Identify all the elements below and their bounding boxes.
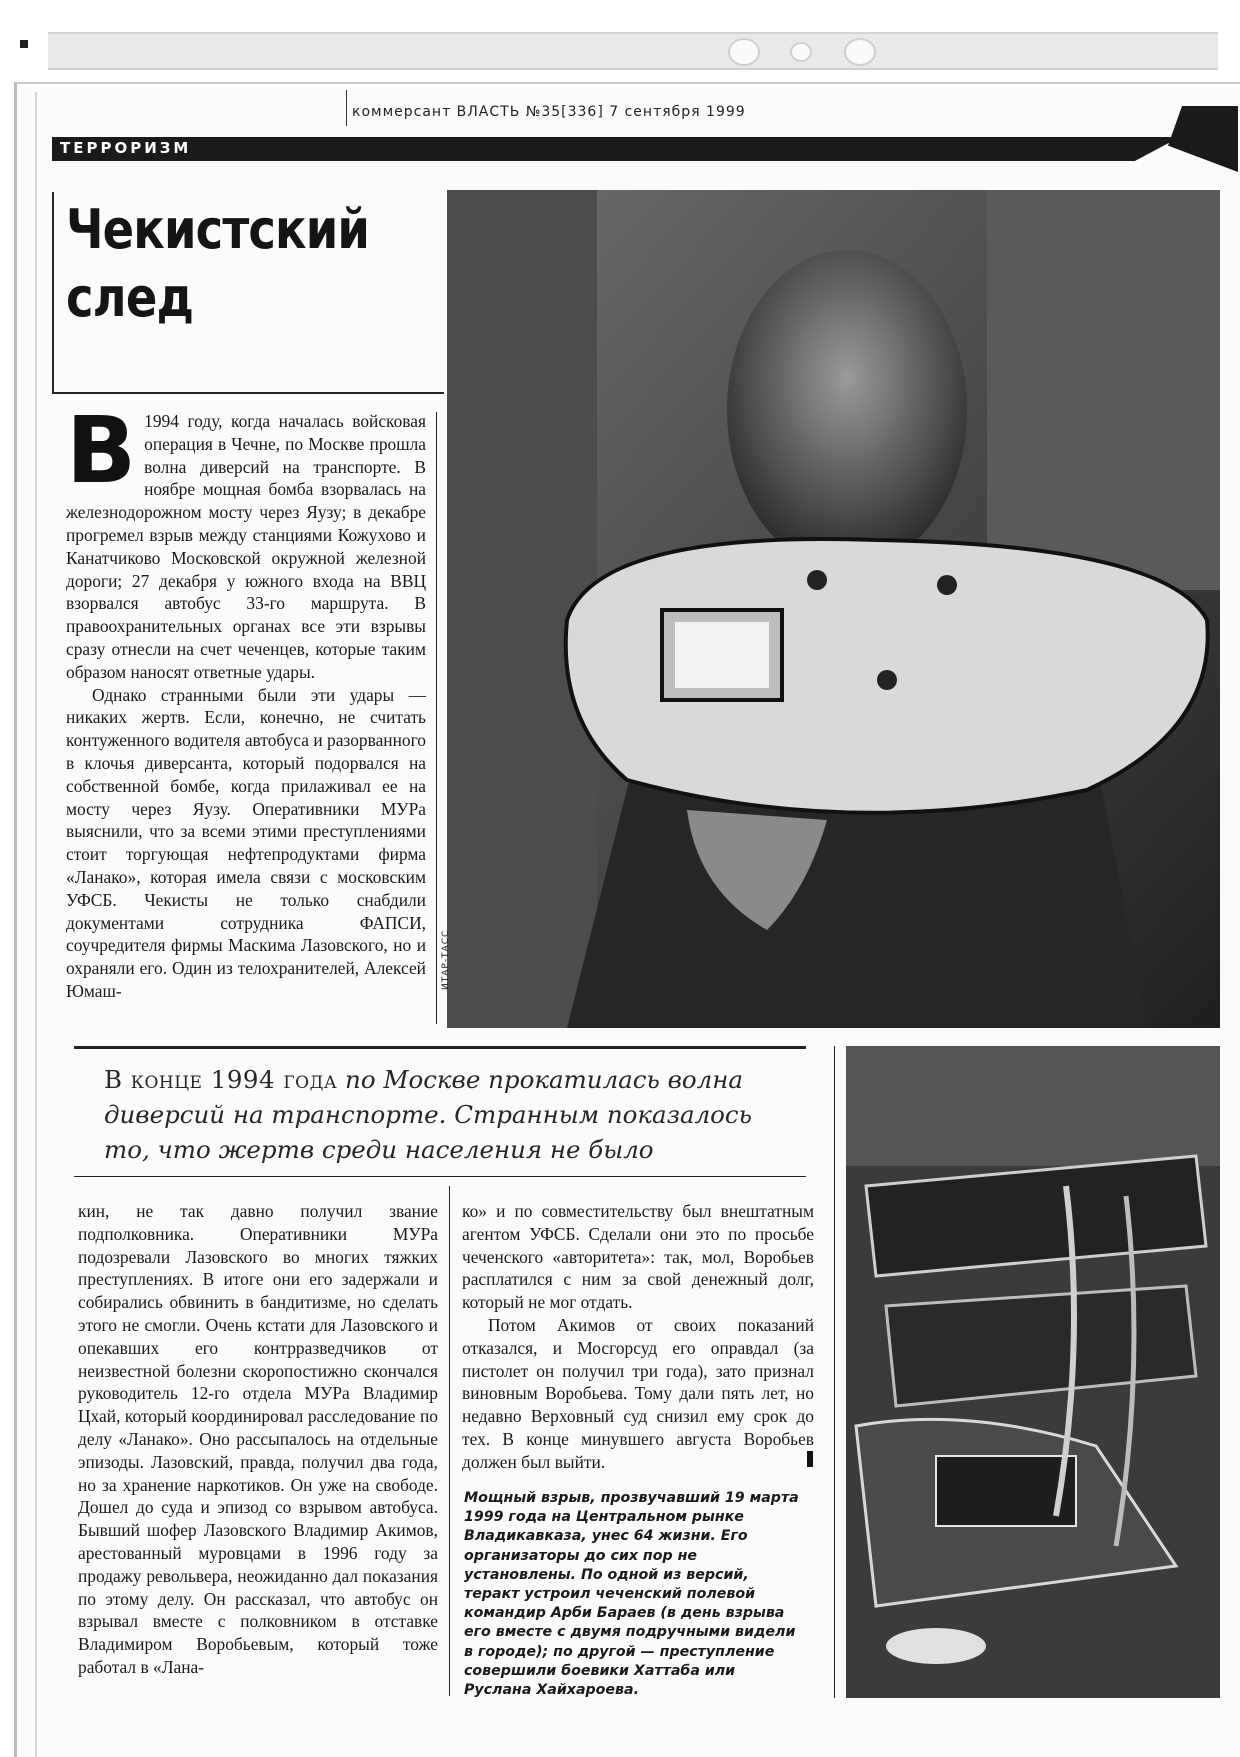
column-1-paragraph-2: Однако странными были эти удары — никаких жертв. Если, конечно, не считать контуженного водителя автобуса и разорванного в клочья диверсанта, который подорвался на собственной бомбе, когда прилаживал ее на мосту через Яузу. Оперативники МУРа выяснили, что за всеми этими преступлениями стоит торгующая нефтепродуктами фирма «Ланако», которая имела связи с московским УФСБ. Чекисты не только снабдили документами сотрудника ФАПСИ, соучредителя фирмы Маскима Лазовского, но и охраняли его. Один из телохранителей, Алексей Юмаш-	[66, 684, 426, 1001]
rubric-bar	[52, 137, 1180, 161]
photo-bomb-device	[447, 190, 1220, 1028]
pull-quote-lead: В конце 1994 года	[104, 1065, 338, 1094]
column-3-paragraph-1: ко» и по совместительству был внештатным агентом УФСБ. Сделали они это по просьбе чеченского «авторитета»: так, мол, Воробьев расплатился с ним за свой денежный долг, который не мог отдать.	[462, 1201, 814, 1313]
article-headline	[66, 196, 393, 332]
article-column-2	[78, 1200, 438, 1679]
photo-caption: Мощный взрыв, прозвучавший 19 марта 1999 года на Центральном рынке Владикавказа, унес 64 жизни. Его организаторы до сих пор не установлены. По одной из версий, теракт устроил чеченский полевой командир Арби Бараев (в день взрыва его вместе с двумя подручными видели в городе); по другой — преступление совершили боевики Хаттаба или Руслана Хайхароева.	[464, 1490, 799, 1699]
column-rule	[834, 1046, 835, 1698]
headline-line-1: Чекистский	[66, 198, 370, 261]
masthead-line	[352, 104, 746, 120]
photo-explosion-site	[846, 1046, 1220, 1698]
pull-quote-body: по Москве прокатилась волна диверсий на транспорте. Странным показалось то, что жертв среди населения не было	[104, 1065, 752, 1164]
column-1-paragraph-1: 1994 году, когда началась войсковая операция в Чечне, по Москве прошла волна диверсий на транспорте. В ноябре мощная бомба взорвалась на железнодорожном мосту через Яузу; в декабре прогремел взрыв между станциями Кожухово и Канатчиково Московской окружной железной дороги; 27 декабря у южного входа на ВВЦ взорвался автобус 33-го маршрута. В правоохранительных органах все эти взрывы сразу отнесли на счет чеченцев, которые таким образом наносят ответные удары.	[66, 411, 426, 682]
column-rule	[436, 412, 437, 1024]
pull-quote-bottom-rule	[74, 1176, 806, 1177]
headline-box-bottom-rule	[52, 392, 444, 394]
pull-quote	[104, 1062, 804, 1167]
column-rule	[449, 1186, 450, 1696]
photo-credit: ИТАР-ТАСС	[441, 929, 451, 990]
article-column-1	[66, 397, 426, 1003]
photo-bomb-device-image	[447, 190, 1220, 1028]
article-end-mark	[807, 1451, 813, 1467]
binder-hole	[790, 42, 812, 62]
masthead-divider	[346, 90, 347, 126]
pull-quote-top-rule	[74, 1046, 806, 1049]
scan-corner-mark	[20, 40, 28, 48]
headline-box-left-rule	[52, 192, 54, 392]
column-3-paragraph-2: Потом Акимов от своих показаний отказался, и Мосгорсуд его оправдал (за пистолет он получил три года), зато признал виновным Воробьева. Тому дали пять лет, но недавно Верховный суд снизил ему срок до тех. В конце минувшего августа Воробьев должен был выйти.	[462, 1314, 814, 1472]
drop-cap: В	[66, 397, 137, 504]
column-2-paragraph-1: кин, не так давно получил звание подполковника. Оперативники МУРа подозревали Лазовского во многих тяжких преступлениях. В итоге они его задержали и собирались обвинить в бандитизме, но сделать этого не смогли. Очень кстати для Лазовского и опекавших его контрразведчиков от неизвестной болезни скоропостижно скончался руководитель 12-го отдела МУРа Владимир Цхай, который координировал расследование по делу «Ланако». Оно рассыпалось на отдельные эпизоды. Лазовский, правда, получил два года, но за хранение наркотиков. Он уже на свободе. Дошел до суда и эпизод со взрывом автобуса. Бывший шофер Лазовского Владимир Акимов, арестованный муровцами в 1996 году за продажу револьвера, неожиданно дал показания по этому делу. Он рассказал, что автобус он взрывал вместе с полковником в отставке Владимиром Воробьевым, который тоже работал в «Лана-	[78, 1201, 438, 1677]
scanner-top-strip	[48, 32, 1218, 70]
headline-line-2: след	[66, 266, 194, 329]
masthead-text: коммерсант ВЛАСТЬ №35[336] 7 сентября 1999	[352, 104, 746, 120]
photo-explosion-site-image	[846, 1046, 1220, 1698]
article-column-3	[462, 1200, 814, 1474]
binder-hole	[844, 38, 876, 66]
rubric-label: ТЕРРОРИЗМ	[60, 139, 192, 157]
binder-hole	[728, 38, 760, 66]
